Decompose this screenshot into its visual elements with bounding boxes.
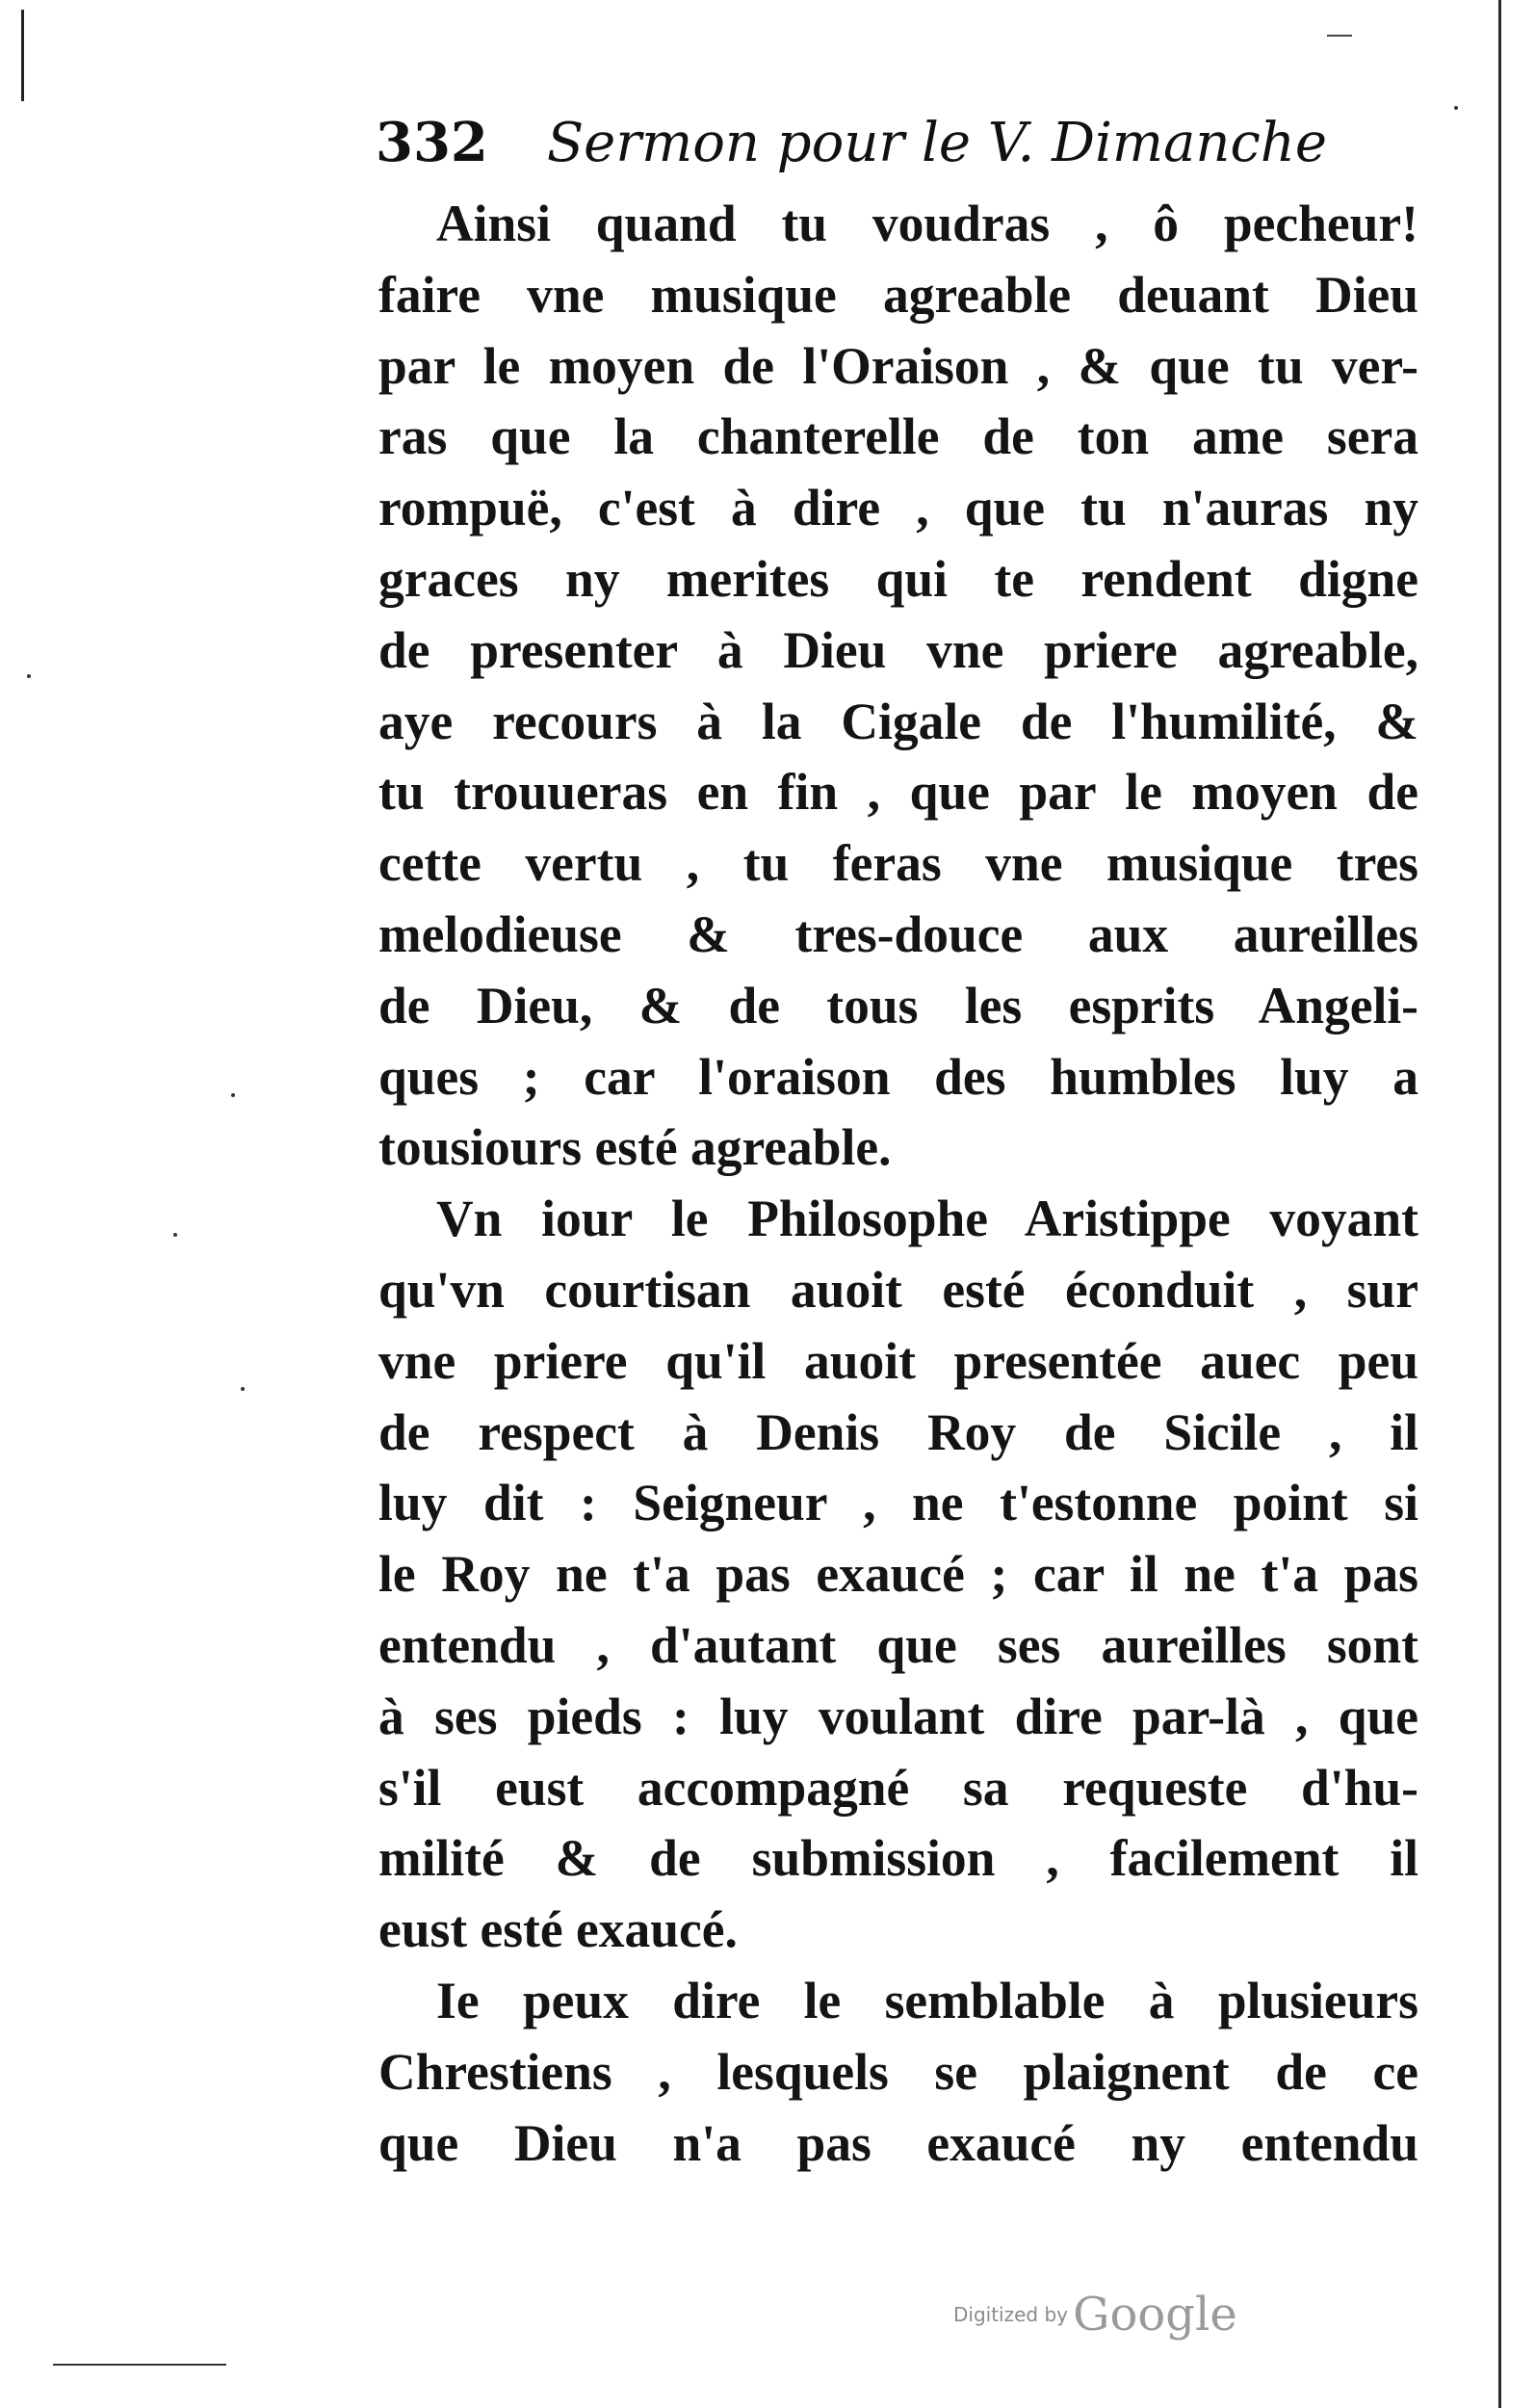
text-line: graces ny merites qui te rendent digne bbox=[378, 549, 1418, 608]
text-line: milité & de submission , facilement il bbox=[378, 1829, 1418, 1888]
text-line: Ainsi quand tu voudras , ô pecheur! bbox=[436, 195, 1418, 252]
text-line: ras que la chanterelle de ton ame sera bbox=[378, 407, 1418, 466]
scan-mark-bottom bbox=[53, 2364, 226, 2366]
text-line: eust esté exaucé. bbox=[378, 1900, 738, 1959]
google-logo: Google bbox=[1073, 2288, 1237, 2342]
text-line: Ie peux dire le semblable à plusieurs bbox=[436, 1971, 1418, 2029]
text-line: vne priere qu'il auoit presentée auec peu bbox=[378, 1331, 1418, 1390]
page-header bbox=[376, 104, 1454, 181]
text-line: que Dieu n'a pas exaucé ny entendu bbox=[378, 2113, 1418, 2172]
scan-speck bbox=[173, 1233, 177, 1237]
running-title: Sermon pour le V. Dimanche bbox=[546, 112, 1328, 174]
text-line: s'il eust accompagné sa requeste d'hu- bbox=[378, 1758, 1418, 1817]
text-line: Chrestiens , lesquels se plaignent de ce bbox=[378, 2042, 1418, 2101]
paragraph-3 bbox=[378, 1966, 1418, 2179]
text-line: cette vertu , tu feras vne musique tres bbox=[378, 834, 1418, 893]
scan-edge-right bbox=[1498, 0, 1501, 2408]
page-body bbox=[378, 189, 1418, 2179]
digitized-label: Digitized by bbox=[953, 2303, 1068, 2326]
text-line: tousiours esté agreable. bbox=[378, 1118, 892, 1177]
text-line: ques ; car l'oraison des humbles luy a bbox=[378, 1047, 1418, 1106]
text-line: qu'vn courtisan auoit esté éconduit , sur bbox=[378, 1260, 1418, 1319]
paragraph-2 bbox=[378, 1184, 1418, 1966]
text-line: melodieuse & tres-douce aux aureilles bbox=[378, 904, 1418, 963]
text-line: Vn iour le Philosophe Aristippe voyant bbox=[436, 1190, 1418, 1248]
scan-speck bbox=[231, 1093, 235, 1097]
scan-speck bbox=[27, 674, 31, 678]
text-line: tu trouueras en fin , que par le moyen de bbox=[378, 763, 1418, 822]
scan-mark-top bbox=[1327, 35, 1352, 37]
text-line: luy dit : Seigneur , ne t'estonne point si bbox=[378, 1474, 1418, 1532]
text-line: de Dieu, & de tous les esprits Angeli- bbox=[378, 976, 1418, 1034]
page-number: 332 bbox=[376, 111, 488, 174]
text-line: faire vne musique agreable deuant Dieu bbox=[378, 265, 1418, 324]
scan-speck bbox=[241, 1387, 245, 1391]
text-line: entendu , d'autant que ses aureilles sont bbox=[378, 1615, 1418, 1674]
google-watermark bbox=[953, 2288, 1300, 2355]
text-line: par le moyen de l'Oraison , & que tu ver- bbox=[378, 336, 1418, 395]
paragraph-1 bbox=[378, 189, 1418, 1184]
text-line: à ses pieds : luy voulant dire par-là , que bbox=[378, 1687, 1418, 1745]
text-line: aye recours à la Cigale de l'humilité, & bbox=[378, 692, 1418, 750]
text-line: rompuë, c'est à dire , que tu n'auras ny bbox=[378, 479, 1418, 537]
scan-speck bbox=[1454, 106, 1458, 110]
scan-edge-left bbox=[21, 10, 24, 101]
text-line: de presenter à Dieu vne priere agreable, bbox=[378, 620, 1418, 679]
text-line: de respect à Denis Roy de Sicile , il bbox=[378, 1402, 1418, 1461]
text-line: le Roy ne t'a pas exaucé ; car il ne t'a pas bbox=[378, 1545, 1418, 1604]
